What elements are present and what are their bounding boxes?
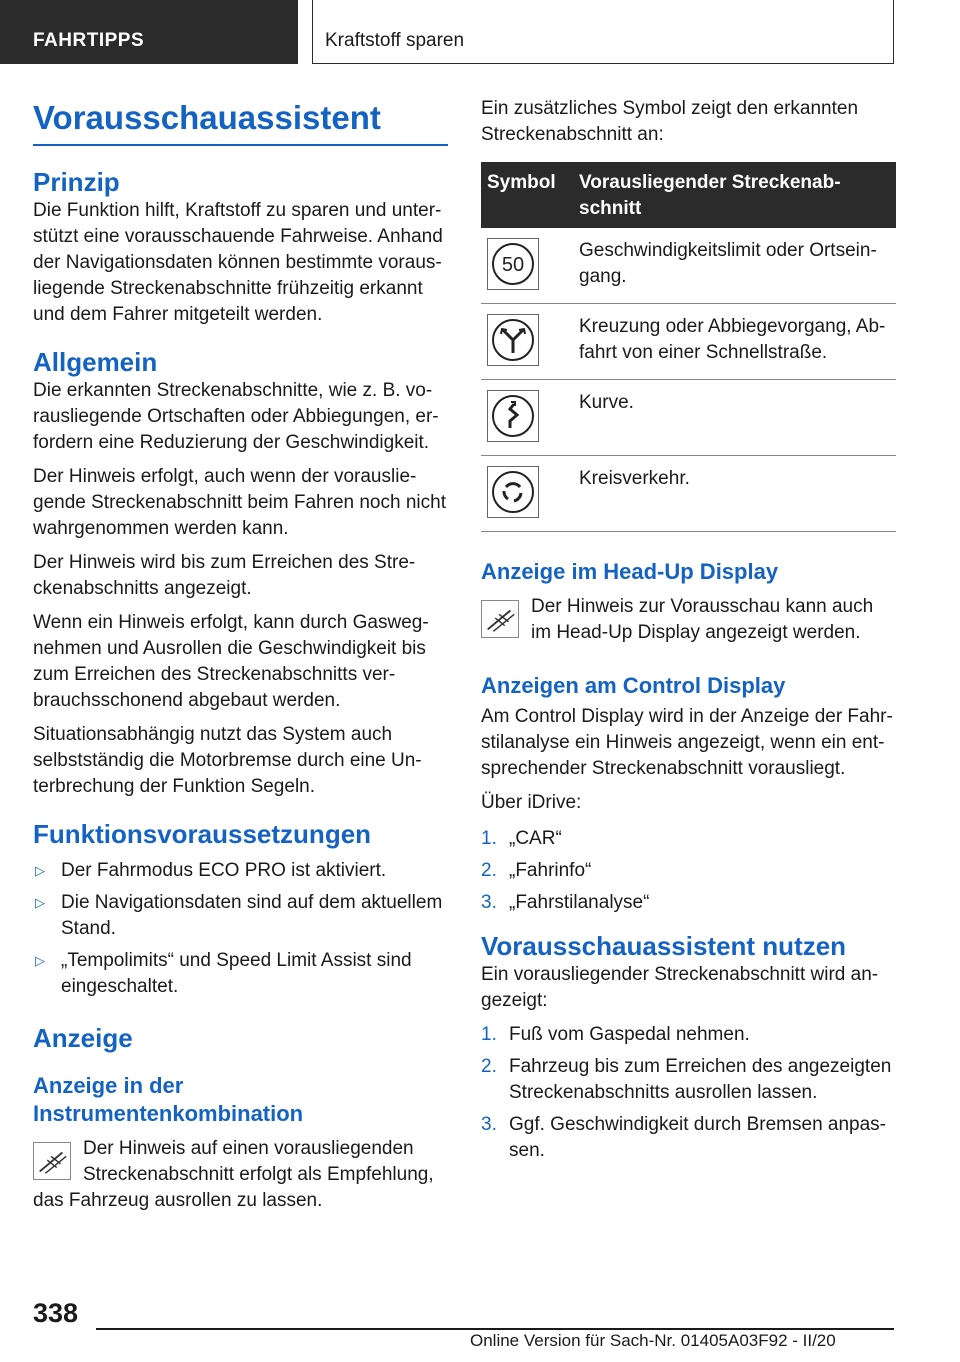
symbol-intro: Ein zusätzliches Symbol zeigt den erkannten Streckenabschnitt an: bbox=[481, 98, 859, 145]
row-text: Kreuzung oder Abbiegevorgang, Ab-fahrt von einer Schnellstraße. bbox=[573, 304, 896, 380]
triangle-bullet-icon: ▷ bbox=[35, 895, 45, 910]
table-row bbox=[481, 304, 896, 380]
right-column bbox=[481, 96, 896, 1170]
list-item: ▷ Der Fahrmodus ECO PRO ist aktiviert. bbox=[33, 858, 448, 884]
heading-funktionsvoraussetzungen: Funktionsvoraussetzungen bbox=[33, 819, 372, 849]
row-text: Kreisverkehr. bbox=[573, 456, 896, 532]
requirements-list bbox=[33, 858, 448, 1000]
heading-allgemein: Allgemein bbox=[33, 347, 158, 377]
row-text: Geschwindigkeitslimit oder Ortsein-gang. bbox=[573, 228, 896, 304]
allgemein-p3: Der Hinweis wird bis zum Erreichen des Stre-ckenabschnitts angezeigt. bbox=[33, 552, 416, 599]
list-item: 2. „Fahrinfo“ bbox=[481, 860, 592, 881]
list-item: 3. „Fahrstilanalyse“ bbox=[481, 892, 650, 913]
svg-text:50: 50 bbox=[501, 254, 525, 276]
table-row bbox=[481, 228, 896, 304]
heading-instrumentenkombination: Anzeige in der Instrumentenkombination bbox=[33, 1073, 304, 1126]
allgemein-p5: Situationsabhängig nutzt das System auch selbstständig die Motorbremse durch eine Un-terbrechung der Funktion Segeln. bbox=[33, 724, 422, 797]
nutzen-steps bbox=[481, 1022, 896, 1164]
control-display-text: Am Control Display wird in der Anzeige der Fahr-stilanalyse ein Hinweis angezeigt, wenn ein ent-sprechender Streckenabschnitt vorausliegt. bbox=[481, 706, 893, 779]
section-label: FAHRTIPPS bbox=[33, 30, 145, 51]
roundabout-icon bbox=[487, 466, 539, 518]
footer-version: Online Version für Sach-Nr. 01405A03F92 - II/20 bbox=[470, 1331, 836, 1350]
nutzen-text: Ein vorausliegender Streckenabschnitt wird an-gezeigt: bbox=[481, 964, 879, 1011]
topic-label: Kraftstoff sparen bbox=[325, 30, 465, 51]
list-item: ▷ „Tempolimits“ und Speed Limit Assist sind eingeschaltet. bbox=[35, 950, 412, 997]
list-item: 2. Fahrzeug bis zum Erreichen des angezeigten Streckenabschnitts ausrollen lassen. bbox=[481, 1056, 892, 1103]
allgemein-p4: Wenn ein Hinweis erfolgt, kann durch Gasweg-nehmen und Ausrollen die Geschwindigkeit bis zum Erreichen des Streckenabschnitts ver-brauchsschonend abgebaut werden. bbox=[33, 612, 429, 711]
heading-nutzen: Vorausschauassistent nutzen bbox=[481, 931, 847, 961]
table-row bbox=[481, 380, 896, 456]
left-column bbox=[33, 96, 448, 1214]
hud-note bbox=[481, 594, 896, 646]
heading-control-display: Anzeigen am Control Display bbox=[481, 673, 786, 698]
footer-divider bbox=[96, 1328, 894, 1330]
page-number: 338 bbox=[33, 1298, 79, 1328]
prinzip-text: Die Funktion hilft, Kraftstoff zu sparen und unter-stützt eine vorausschauende Fahrweise. Anhand der Navigationsdaten können bestimmte voraus-liegende Streckenabschnitte frühzeitig erkannt und dem Fahrer mitgeteilt werden. bbox=[33, 200, 443, 325]
speed-limit-50-icon bbox=[487, 238, 539, 290]
table-row bbox=[481, 456, 896, 532]
allgemein-p2: Der Hinweis erfolgt, auch wenn der vorauslie-gende Streckenabschnitt beim Fahren noch nicht wahrgenommen werden kann. bbox=[33, 466, 446, 539]
list-item: 1. „CAR“ bbox=[481, 828, 562, 849]
section-tab bbox=[0, 0, 298, 64]
hint-text: Der Hinweis auf einen vorausliegenden Streckenabschnitt erfolgt als Empfehlung, das Fahrzeug ausrollen zu lassen. bbox=[33, 1138, 434, 1211]
hint-road-icon bbox=[33, 1142, 71, 1180]
list-item: ▷ Die Navigationsdaten sind auf dem aktuellem Stand. bbox=[35, 892, 443, 939]
row-text: Kurve. bbox=[573, 380, 896, 456]
list-item: 3. Ggf. Geschwindigkeit durch Bremsen anpas-sen. bbox=[481, 1114, 887, 1161]
heading-prinzip: Prinzip bbox=[33, 167, 120, 197]
column-header-section: Vorausliegender Streckenab-schnitt bbox=[573, 162, 896, 228]
idrive-steps bbox=[481, 826, 896, 916]
hud-text: Der Hinweis zur Vorausschau kann auch im Head-Up Display angezeigt werden. bbox=[531, 596, 874, 643]
junction-icon bbox=[487, 314, 539, 366]
topic-tab bbox=[312, 0, 894, 64]
triangle-bullet-icon: ▷ bbox=[35, 953, 45, 968]
curve-icon bbox=[487, 390, 539, 442]
heading-head-up-display: Anzeige im Head-Up Display bbox=[481, 559, 779, 584]
list-item: 1. Fuß vom Gaspedal nehmen. bbox=[481, 1024, 750, 1045]
hint-note bbox=[33, 1136, 448, 1214]
allgemein-p1: Die erkannten Streckenabschnitte, wie z. B. vo-rausliegende Ortschaften oder Abbiegungen, er-fordern eine Reduzierung der Geschwindigkeit. bbox=[33, 380, 439, 453]
hint-road-icon bbox=[481, 600, 519, 638]
triangle-bullet-icon: ▷ bbox=[35, 863, 45, 878]
heading-anzeige: Anzeige bbox=[33, 1023, 133, 1053]
page-header bbox=[0, 0, 960, 64]
column-header-symbol: Symbol bbox=[481, 162, 573, 228]
page-title: Vorausschauassistent bbox=[33, 96, 448, 146]
idrive-label: Über iDrive: bbox=[481, 792, 582, 813]
symbol-table bbox=[481, 162, 896, 532]
